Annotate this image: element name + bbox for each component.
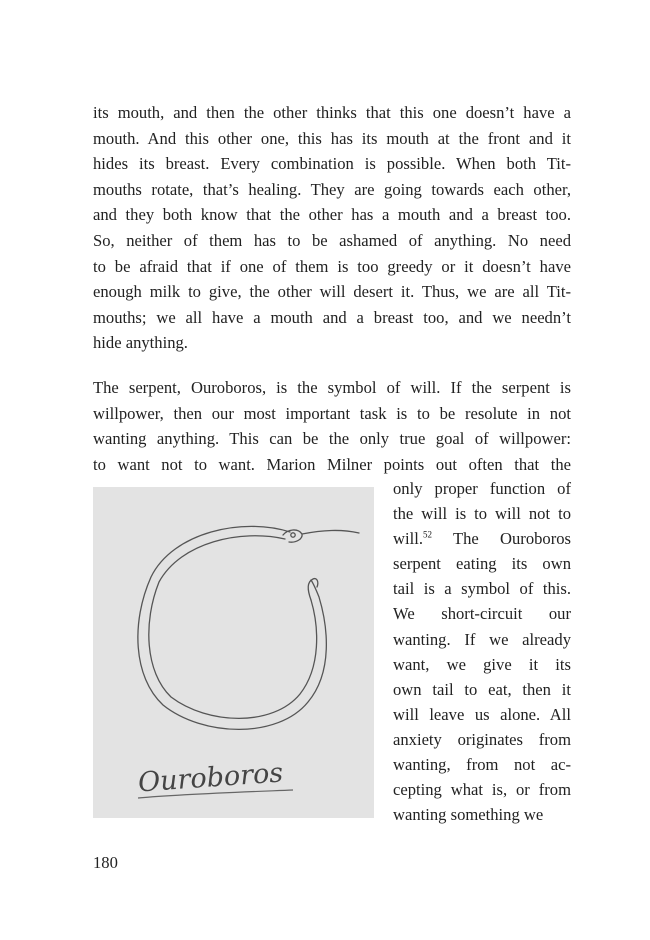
text-line: cepting what is, or from	[393, 780, 571, 800]
text-line: wanting, from not ac-	[393, 755, 571, 775]
text-line: willpower, then our most important task is to be resolute in not	[93, 403, 571, 423]
text-line: only proper function of	[393, 479, 571, 498]
text-line: will leave us alone. All	[393, 704, 571, 724]
paragraph-titmouths	[93, 100, 571, 356]
ouroboros-caption-handwriting	[93, 487, 374, 818]
ouroboros-drawing	[93, 487, 374, 818]
text-line: So, neither of them has to be ashamed of anything. No need	[93, 230, 571, 250]
text-line: mouth. And this other one, this has its mouth at the front and it	[93, 128, 571, 148]
text-line: serpent eating its own	[393, 554, 571, 574]
text-line: The serpent, Ouroboros, is the symbol of will. If the serpent is	[93, 378, 571, 397]
text-line: the will is to will not to	[393, 504, 571, 524]
text-line: wanting. If we already	[393, 629, 571, 649]
figure-caption: Ouroboros	[137, 757, 285, 799]
text-line: to be afraid that if one of them is too greedy or it doesn’t have	[93, 256, 571, 276]
text-line: hides its breast. Every combination is possible. When both Tit-	[93, 154, 571, 174]
text-line: and they both know that the other has a mouth and a breast too.	[93, 205, 571, 225]
text-line: wanting anything. This can be the only true goal of willpower:	[93, 429, 571, 449]
footnote-marker[interactable]: 52	[422, 529, 432, 540]
text-line: to want not to want. Marion Milner points out often that the	[93, 454, 571, 474]
paragraph-serpent	[93, 375, 571, 477]
text-line: mouths rotate, that’s healing. They are going towards each other,	[93, 179, 571, 199]
text-fragment: will.	[393, 529, 423, 549]
text-line: its mouth, and then the other thinks that this one doesn’t have a	[93, 103, 571, 122]
text-line: enough milk to give, the other will desert it. Thus, we are all Tit-	[93, 282, 571, 302]
text-line	[393, 526, 571, 551]
text-line: hide anything.	[93, 333, 188, 353]
text-line: tail is a symbol of this.	[393, 579, 571, 599]
text-line: anxiety originates from	[393, 729, 571, 749]
text-fragment: The Ouroboros	[431, 529, 571, 549]
text-line: We short-circuit our	[393, 604, 571, 624]
text-line: want, we give it its	[393, 654, 571, 674]
text-line: own tail to eat, then it	[393, 679, 571, 699]
wrapped-text-column	[393, 476, 571, 827]
text-line: wanting something we	[393, 805, 544, 825]
page-number: 180	[93, 853, 118, 872]
text-line: mouths; we all have a mouth and a breast too, and we needn’t	[93, 307, 571, 327]
